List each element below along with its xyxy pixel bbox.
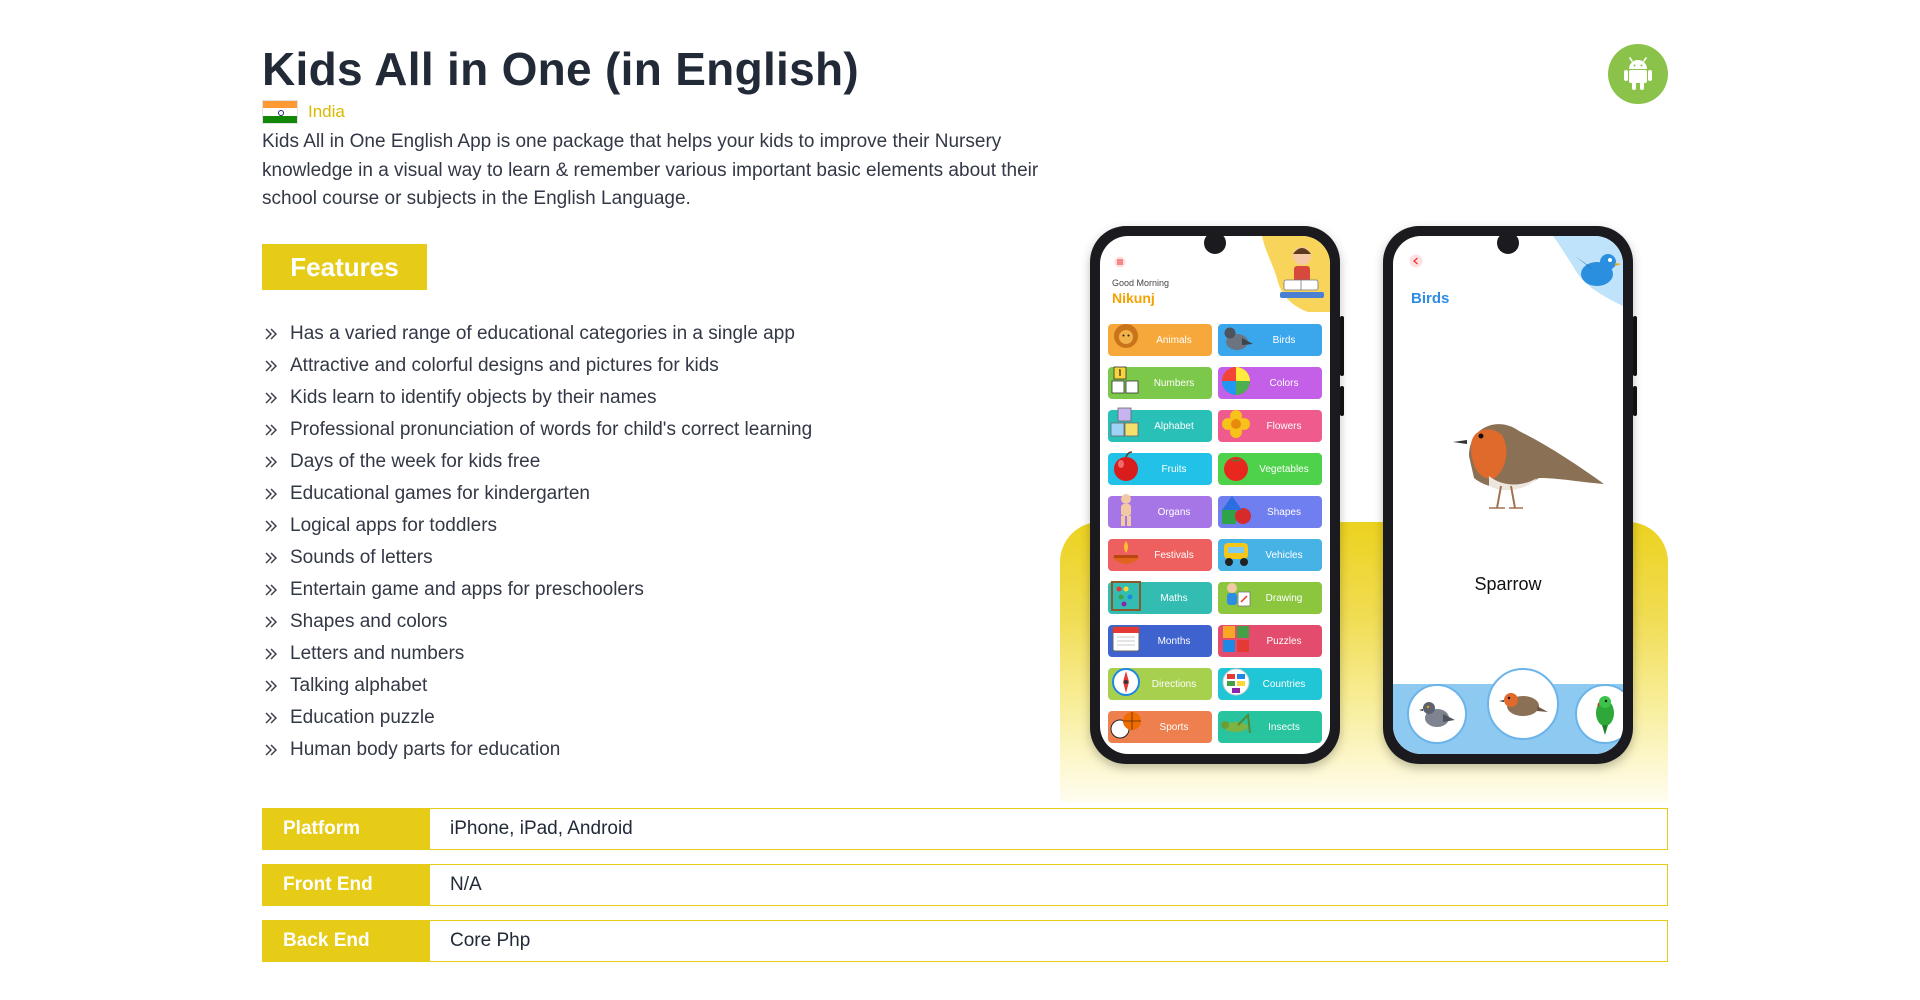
feature-text: Talking alphabet <box>290 675 428 696</box>
robin-bird-icon <box>1409 386 1609 526</box>
feature-text: Sounds of letters <box>290 547 433 568</box>
blue-bird-icon <box>1553 236 1623 306</box>
robin-icon <box>1497 684 1549 724</box>
flags-icon <box>1218 664 1254 700</box>
category-insects-button[interactable] <box>1218 711 1322 743</box>
greeting-text: Good Morning <box>1112 278 1170 288</box>
feature-text: Entertain game and apps for preschoolers <box>290 579 644 600</box>
double-chevron-right-icon <box>264 391 278 405</box>
category-label: Alphabet <box>1154 420 1194 432</box>
category-birds-button[interactable] <box>1218 324 1322 356</box>
info-value: N/A <box>450 874 482 895</box>
category-label: Puzzles <box>1266 635 1302 647</box>
features-heading: Features <box>262 244 427 290</box>
feature-item <box>262 478 812 510</box>
feature-item <box>262 350 812 382</box>
feature-item <box>262 638 812 670</box>
category-label: Numbers <box>1153 377 1195 389</box>
abacus-icon <box>1108 578 1144 614</box>
category-label: Maths <box>1160 592 1188 604</box>
pigeon-icon <box>1417 696 1457 732</box>
project-info-table <box>262 808 1668 976</box>
feature-item <box>262 670 812 702</box>
home-screen <box>1100 236 1330 754</box>
flower-icon <box>1218 406 1254 442</box>
alphabet-blocks-icon <box>1108 406 1144 442</box>
category-organs-button[interactable] <box>1108 496 1212 528</box>
feature-text: Letters and numbers <box>290 643 465 664</box>
category-numbers-button[interactable] <box>1108 367 1212 399</box>
feature-item <box>262 606 812 638</box>
lion-icon <box>1108 320 1144 356</box>
category-label: Vehicles <box>1265 549 1303 561</box>
diya-icon <box>1108 535 1144 571</box>
back-arrow-icon[interactable] <box>1409 254 1423 268</box>
double-chevron-right-icon <box>264 519 278 533</box>
category-colors-button[interactable] <box>1218 367 1322 399</box>
category-label: Shapes <box>1267 506 1301 518</box>
info-value: Core Php <box>450 930 531 951</box>
phone-mockup-birds <box>1383 226 1633 764</box>
info-row-front-end <box>262 864 1668 906</box>
feature-item <box>262 318 812 350</box>
calendar-icon <box>1108 621 1144 657</box>
double-chevron-right-icon <box>264 647 278 661</box>
feature-item <box>262 414 812 446</box>
category-shapes-button[interactable] <box>1218 496 1322 528</box>
category-grid <box>1108 324 1322 743</box>
camera-notch <box>1497 232 1519 254</box>
double-chevron-right-icon <box>264 583 278 597</box>
category-directions-button[interactable] <box>1108 668 1212 700</box>
category-label: Birds <box>1272 334 1296 346</box>
user-name: Nikunj <box>1112 290 1155 306</box>
category-alphabet-button[interactable] <box>1108 410 1212 442</box>
category-label: Directions <box>1151 678 1197 690</box>
double-chevron-right-icon <box>264 551 278 565</box>
feature-text: Logical apps for toddlers <box>290 515 498 536</box>
category-label: Insects <box>1268 721 1300 733</box>
info-label: Platform <box>263 809 430 849</box>
tomato-icon <box>1218 449 1254 485</box>
feature-list <box>262 318 812 766</box>
country-name: India <box>308 102 345 121</box>
category-label: Fruits <box>1161 463 1187 475</box>
pigeon-icon <box>1218 320 1254 356</box>
category-label: Countries <box>1262 678 1306 690</box>
parrot-icon <box>1588 693 1622 735</box>
category-puzzles-button[interactable] <box>1218 625 1322 657</box>
phone-mockup-home <box>1090 226 1340 764</box>
robin-option[interactable] <box>1487 668 1559 740</box>
double-chevron-right-icon <box>264 679 278 693</box>
double-chevron-right-icon <box>264 327 278 341</box>
feature-text: Shapes and colors <box>290 611 448 632</box>
info-value: iPhone, iPad, Android <box>450 818 633 839</box>
double-chevron-right-icon <box>264 423 278 437</box>
pigeon-option[interactable] <box>1407 684 1467 744</box>
india-flag-icon <box>262 100 298 124</box>
category-label: Vegetables <box>1259 463 1309 475</box>
category-maths-button[interactable] <box>1108 582 1212 614</box>
feature-item <box>262 734 812 766</box>
category-flowers-button[interactable] <box>1218 410 1322 442</box>
kid-reading-icon <box>1222 236 1330 312</box>
category-label: Flowers <box>1266 420 1302 432</box>
category-label: Festivals <box>1154 549 1194 561</box>
category-label: Animals <box>1156 334 1192 346</box>
feature-item <box>262 382 812 414</box>
category-label: Drawing <box>1265 592 1303 604</box>
page-title: Kids All in One (in English) <box>262 43 860 95</box>
category-vehicles-button[interactable] <box>1218 539 1322 571</box>
category-label: Organs <box>1157 506 1191 518</box>
category-countries-button[interactable] <box>1218 668 1322 700</box>
feature-item <box>262 574 812 606</box>
double-chevron-right-icon <box>264 711 278 725</box>
puzzle-icon <box>1218 621 1254 657</box>
bird-name: Sparrow <box>1474 574 1542 594</box>
category-drawing-button[interactable] <box>1218 582 1322 614</box>
feature-text: Professional pronunciation of words for child's correct learning <box>290 419 813 440</box>
feature-item <box>262 446 812 478</box>
double-chevron-right-icon <box>264 487 278 501</box>
number-blocks-icon <box>1108 363 1144 399</box>
double-chevron-right-icon <box>264 615 278 629</box>
android-icon <box>1608 44 1668 104</box>
double-chevron-right-icon <box>264 743 278 757</box>
double-chevron-right-icon <box>264 455 278 469</box>
camera-notch <box>1204 232 1226 254</box>
category-vegetables-button[interactable] <box>1218 453 1322 485</box>
info-row-platform <box>262 808 1668 850</box>
feature-item <box>262 510 812 542</box>
feature-text: Kids learn to identify objects by their names <box>290 387 657 408</box>
double-chevron-right-icon <box>264 359 278 373</box>
feature-text: Human body parts for education <box>290 739 561 760</box>
category-label: Colors <box>1269 377 1299 389</box>
app-description: Kids All in One English App is one package that helps your kids to improve their Nursery knowledge in a visual way to learn & remember various important basic elements about their school course or subjects in the English Language. <box>262 131 1039 209</box>
menu-icon[interactable] <box>1114 256 1126 268</box>
info-label: Front End <box>263 865 430 905</box>
feature-text: Education puzzle <box>290 707 435 728</box>
compass-icon <box>1108 664 1144 700</box>
feature-text: Has a varied range of educational categories in a single app <box>290 323 795 344</box>
category-fruits-button[interactable] <box>1108 453 1212 485</box>
feature-item <box>262 542 812 574</box>
category-animals-button[interactable] <box>1108 324 1212 356</box>
feature-text: Educational games for kindergarten <box>290 483 590 504</box>
balls-icon <box>1108 707 1144 743</box>
category-months-button[interactable] <box>1108 625 1212 657</box>
birds-screen <box>1393 236 1623 754</box>
shapes-icon <box>1218 492 1254 528</box>
color-wheel-icon <box>1218 363 1254 399</box>
category-sports-button[interactable] <box>1108 711 1212 743</box>
feature-text: Days of the week for kids free <box>290 451 541 472</box>
feature-item <box>262 702 812 734</box>
apple-icon <box>1108 449 1144 485</box>
grasshopper-icon <box>1218 707 1254 743</box>
feature-text: Attractive and colorful designs and pictures for kids <box>290 355 719 376</box>
body-icon <box>1108 492 1144 528</box>
screen-title: Birds <box>1411 290 1450 307</box>
info-label: Back End <box>263 921 430 961</box>
category-festivals-button[interactable] <box>1108 539 1212 571</box>
drawing-kid-icon <box>1218 578 1254 614</box>
info-row-back-end <box>262 920 1668 962</box>
category-label: Months <box>1157 635 1191 647</box>
auto-rickshaw-icon <box>1218 535 1254 571</box>
country-tag <box>262 100 345 124</box>
category-label: Sports <box>1159 721 1189 733</box>
